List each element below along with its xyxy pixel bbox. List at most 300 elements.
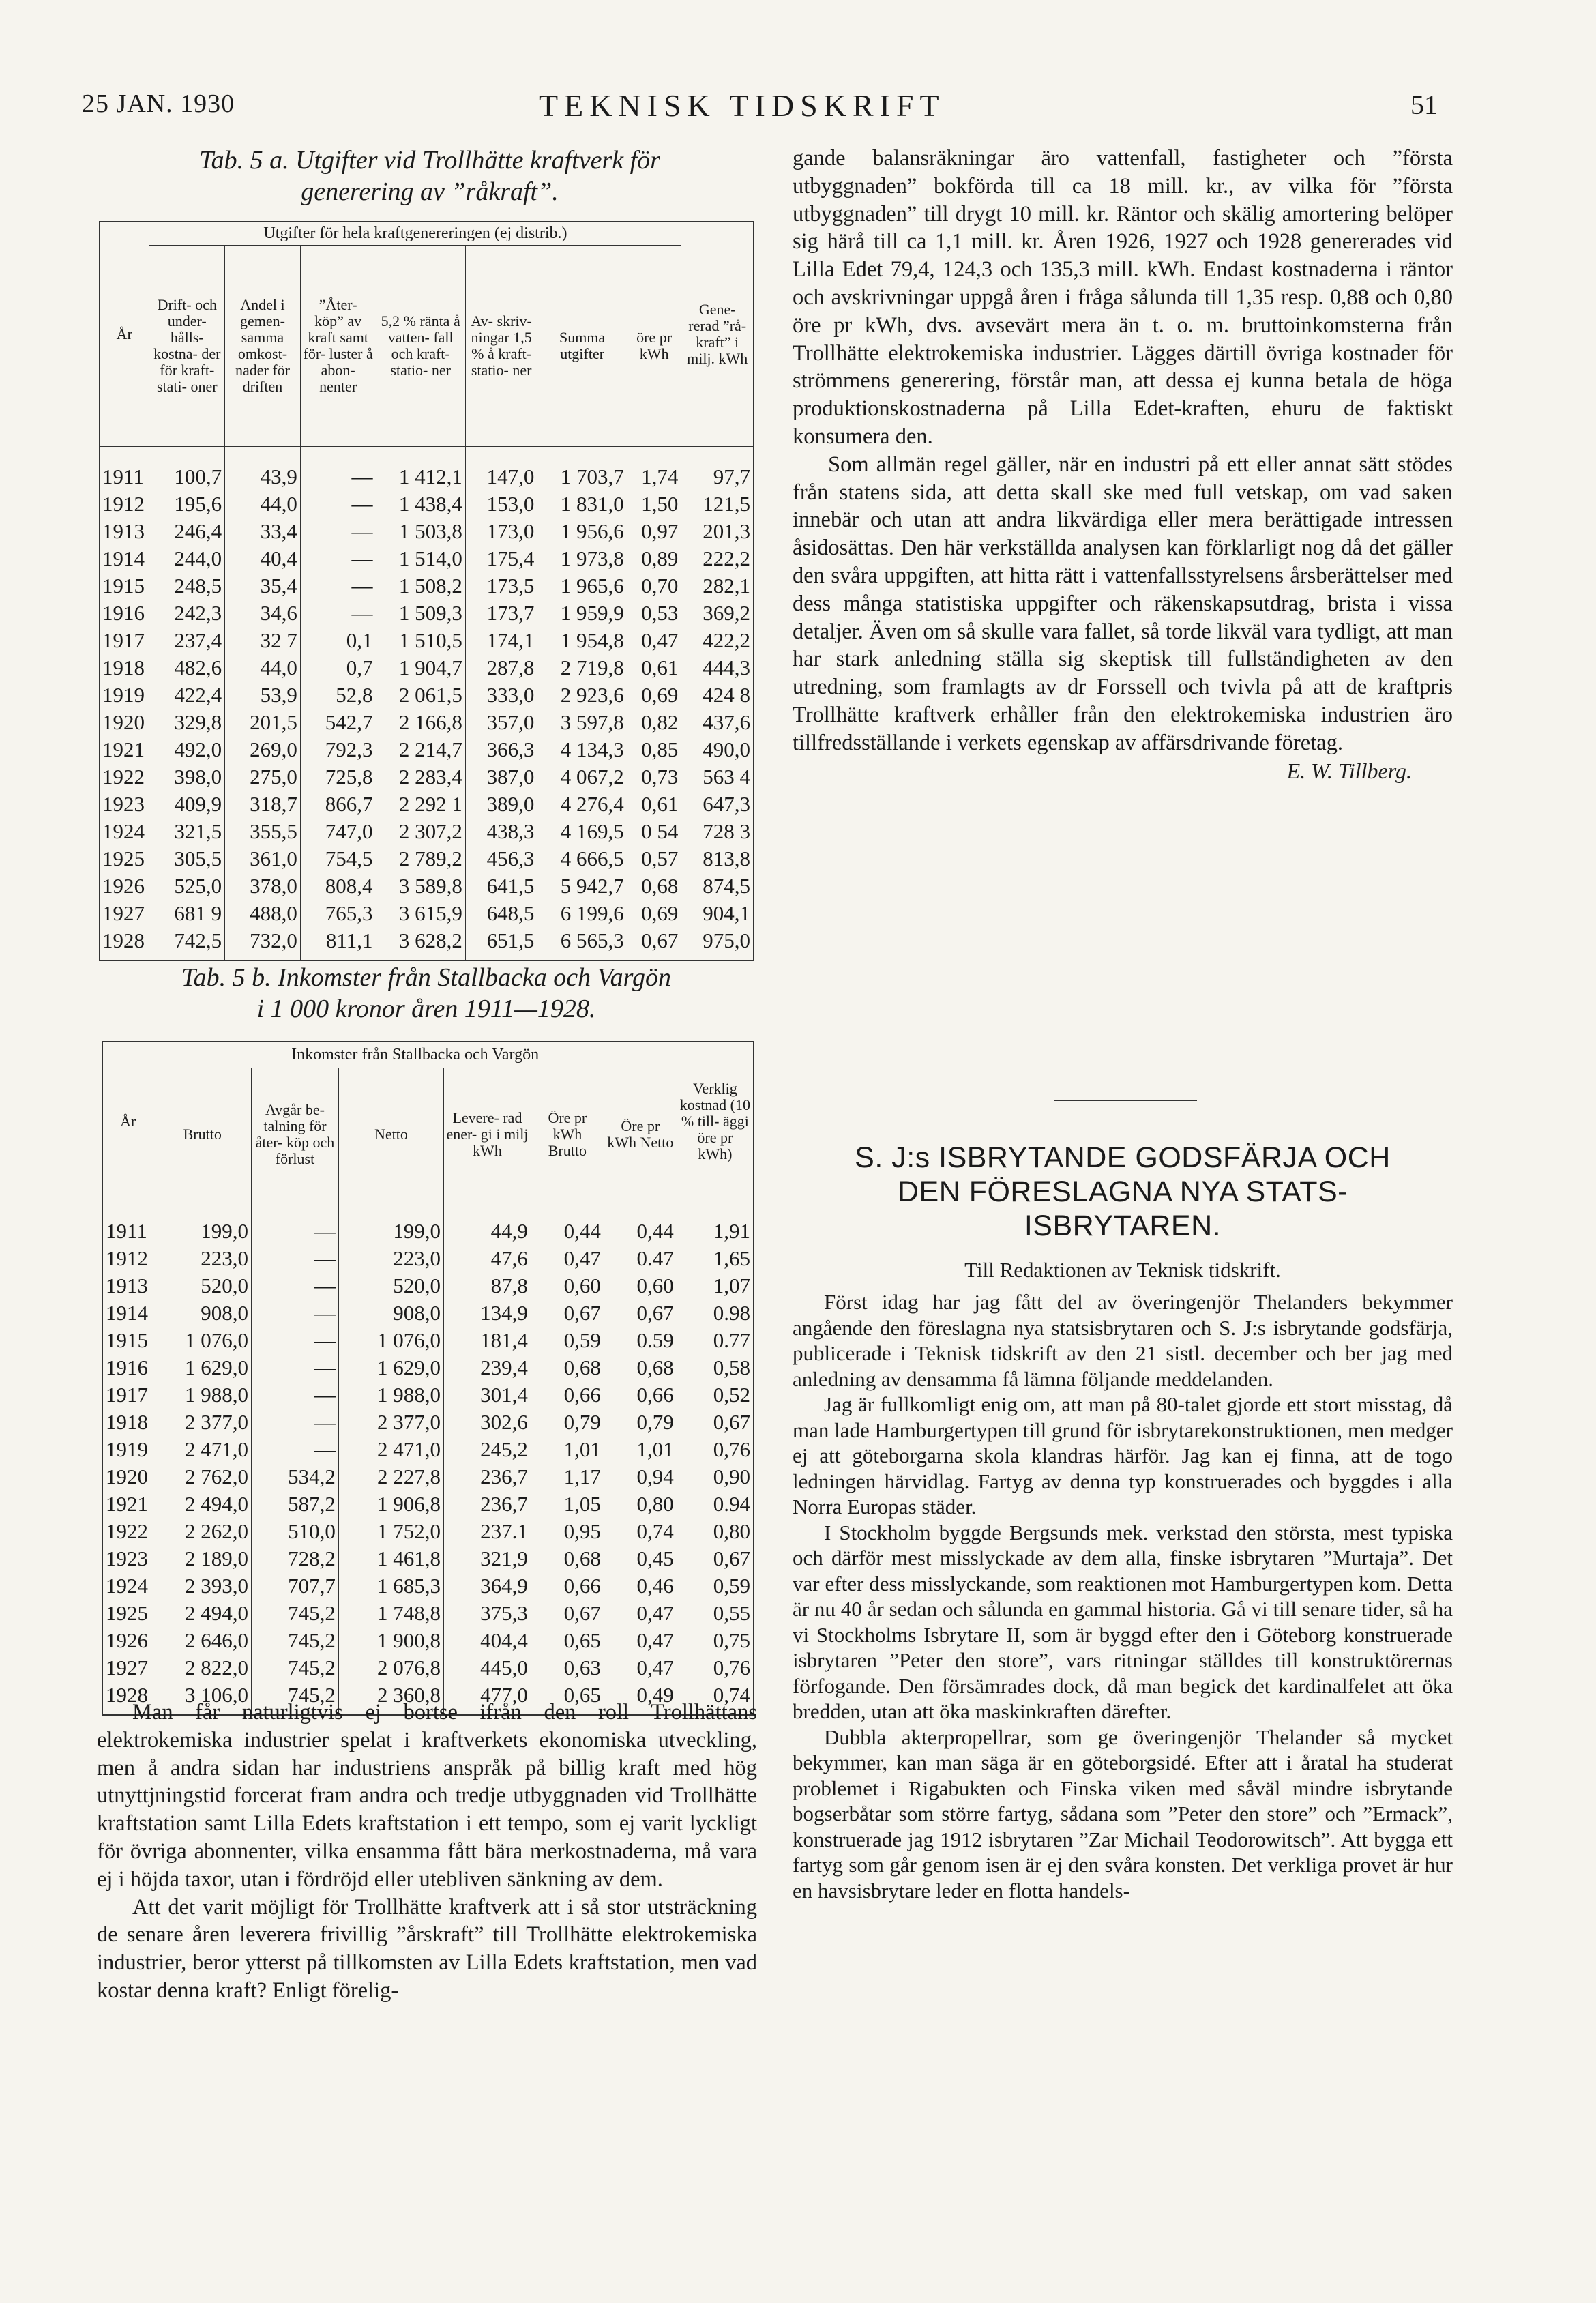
journal-title: TEKNISK TIDSKRIFT [539, 88, 945, 123]
table-cell: 808,4 [300, 872, 376, 900]
table-a-caption-line2: generering av ”råkraft”. [301, 177, 559, 206]
table-cell: 242,3 [149, 600, 225, 627]
table-cell: 4 067,2 [537, 763, 627, 791]
table-cell: 0,57 [627, 845, 681, 872]
table-cell: 0,45 [604, 1545, 677, 1572]
table-cell: 398,0 [149, 763, 225, 791]
table-cell: 321,9 [444, 1545, 531, 1572]
col-brutto: Brutto [153, 1068, 252, 1201]
table-cell: 0,73 [627, 763, 681, 791]
table-cell: 0,89 [627, 545, 681, 572]
table-cell: 0.47 [604, 1245, 677, 1272]
table-cell: 1 412,1 [376, 447, 465, 491]
table-cell: — [300, 447, 376, 491]
table-cell: 0,52 [677, 1381, 753, 1409]
table-row [100, 600, 754, 627]
row-year: 1914 [103, 1300, 153, 1327]
table-cell: 456,3 [465, 845, 537, 872]
table-cell: 2 307,2 [376, 818, 465, 845]
table-cell: 482,6 [149, 654, 225, 681]
table-cell: 134,9 [444, 1300, 531, 1327]
table-cell: — [252, 1409, 339, 1436]
table-cell: 0,61 [627, 654, 681, 681]
table-cell: — [252, 1201, 339, 1246]
row-year: 1917 [100, 627, 149, 654]
table-row [100, 900, 754, 927]
table-cell: 2 166,8 [376, 709, 465, 736]
table-row [103, 1381, 754, 1409]
paragraph: Först idag har jag fått del av överingenjör Thelanders bekymmer angående den föreslagna nya statsisbrytaren och S. J:s isbrytande godsfärja, publicerade i Teknisk tidskrift av den 21 sistl. december och ber jag med anledning av densamma få lämna följande meddelanden. [793, 1290, 1453, 1391]
table-cell: 2 789,2 [376, 845, 465, 872]
table-a-caption [102, 145, 757, 207]
table-cell: 0,59 [531, 1327, 604, 1354]
table-cell: 2 822,0 [153, 1654, 252, 1682]
table-cell: 361,0 [225, 845, 301, 872]
col-aterkop: ”Åter- köp” av kraft samt för- luster å abon- nenter [300, 246, 376, 447]
table-cell: 199,0 [153, 1201, 252, 1246]
table-cell: 1,07 [677, 1272, 753, 1300]
table-cell: 244,0 [149, 545, 225, 572]
table-cell: 0,60 [604, 1272, 677, 1300]
table-cell: 44,0 [225, 654, 301, 681]
table-cell: 742,5 [149, 927, 225, 960]
table-cell: 1,91 [677, 1201, 753, 1246]
table-cell: 437,6 [681, 709, 754, 736]
table-cell: — [252, 1381, 339, 1409]
row-year: 1925 [100, 845, 149, 872]
table-cell: 0,68 [627, 872, 681, 900]
row-year: 1927 [100, 900, 149, 927]
table-cell: 2 283,4 [376, 763, 465, 791]
row-year: 1922 [100, 763, 149, 791]
table-row [103, 1245, 754, 1272]
table-cell: 1,05 [531, 1491, 604, 1518]
table-cell: 378,0 [225, 872, 301, 900]
table-cell: 387,0 [465, 763, 537, 791]
table-row [103, 1463, 754, 1491]
table-cell: 0,44 [531, 1201, 604, 1246]
table-cell: 201,5 [225, 709, 301, 736]
col-summa: Summa utgifter [537, 246, 627, 447]
table-cell: 908,0 [153, 1300, 252, 1327]
table-row [103, 1545, 754, 1572]
table-cell: 305,5 [149, 845, 225, 872]
table-cell: 3 589,8 [376, 872, 465, 900]
table-cell: 287,8 [465, 654, 537, 681]
table-cell: 301,4 [444, 1381, 531, 1409]
table-cell: 175,4 [465, 545, 537, 572]
table-cell: 0,66 [531, 1381, 604, 1409]
table-cell: 173,0 [465, 518, 537, 545]
table-row [103, 1491, 754, 1518]
table-cell: 0,70 [627, 572, 681, 600]
table-cell: 728 3 [681, 818, 754, 845]
table-cell: 409,9 [149, 791, 225, 818]
col-ore-brutto: Öre pr kWh Brutto [531, 1068, 604, 1201]
table-cell: 0,58 [677, 1354, 753, 1381]
table-cell: 0,95 [531, 1518, 604, 1545]
table-row [103, 1409, 754, 1436]
row-year: 1926 [103, 1627, 153, 1654]
table-cell: 97,7 [681, 447, 754, 491]
table-cell: 525,0 [149, 872, 225, 900]
table-cell: 510,0 [252, 1518, 339, 1545]
table-cell: 0,67 [604, 1300, 677, 1327]
table-cell: 0,79 [604, 1409, 677, 1436]
table-cell: 0,75 [677, 1627, 753, 1654]
table-cell: 0,1 [300, 627, 376, 654]
col-ore-kwh: öre pr kWh [627, 246, 681, 447]
table-row [100, 763, 754, 791]
table-cell: 1,50 [627, 490, 681, 518]
table-cell: 6 565,3 [537, 927, 627, 960]
table-cell: 444,3 [681, 654, 754, 681]
table-cell: 375,3 [444, 1600, 531, 1627]
table-cell: 728,2 [252, 1545, 339, 1572]
row-year: 1918 [100, 654, 149, 681]
table-cell: 237,4 [149, 627, 225, 654]
article-subtitle: Till Redaktionen av Teknisk tidskrift. [964, 1258, 1281, 1282]
table-cell: 2 262,0 [153, 1518, 252, 1545]
table-cell: 0,67 [677, 1545, 753, 1572]
table-cell: 0,53 [627, 600, 681, 627]
table-cell: 732,0 [225, 927, 301, 960]
table-cell: 1 508,2 [376, 572, 465, 600]
table-cell: 1 076,0 [338, 1327, 443, 1354]
table-row [100, 490, 754, 518]
table-cell: 4 169,5 [537, 818, 627, 845]
table-cell: 0,67 [627, 927, 681, 960]
row-year: 1919 [100, 681, 149, 709]
table-cell: — [300, 572, 376, 600]
row-year: 1911 [100, 447, 149, 491]
table-cell: 44,0 [225, 490, 301, 518]
table-cell: 32 7 [225, 627, 301, 654]
row-year: 1923 [100, 791, 149, 818]
table-cell: 239,4 [444, 1354, 531, 1381]
table-cell: 147,0 [465, 447, 537, 491]
table-cell: 181,4 [444, 1327, 531, 1354]
row-year: 1915 [103, 1327, 153, 1354]
table-cell: — [300, 600, 376, 627]
table-cell: 641,5 [465, 872, 537, 900]
table-cell: 745,2 [252, 1682, 339, 1715]
table-cell: 3 106,0 [153, 1682, 252, 1715]
table-cell: 542,7 [300, 709, 376, 736]
table-cell: 0.94 [677, 1491, 753, 1518]
table-cell: 0,80 [604, 1491, 677, 1518]
table-cell: 0,76 [677, 1436, 753, 1463]
table-cell: 1 703,7 [537, 447, 627, 491]
table-cell: 0.77 [677, 1327, 753, 1354]
row-year: 1914 [100, 545, 149, 572]
row-year: 1925 [103, 1600, 153, 1627]
table-cell: 4 276,4 [537, 791, 627, 818]
table-cell: — [252, 1354, 339, 1381]
article-body [793, 1289, 1453, 1903]
col-year: År [103, 1041, 153, 1201]
table-cell: 1 461,8 [338, 1545, 443, 1572]
table-cell: — [252, 1436, 339, 1463]
table-row [100, 872, 754, 900]
col-netto: Netto [338, 1068, 443, 1201]
table-cell: 1 954,8 [537, 627, 627, 654]
table-cell: 477,0 [444, 1682, 531, 1715]
table-cell: 2 377,0 [153, 1409, 252, 1436]
table-cell: — [300, 518, 376, 545]
table-cell: 1,01 [531, 1436, 604, 1463]
row-year: 1912 [100, 490, 149, 518]
table-cell: 534,2 [252, 1463, 339, 1491]
table-cell: 6 199,6 [537, 900, 627, 927]
table-cell: 0,67 [677, 1409, 753, 1436]
table-cell: 0,66 [531, 1572, 604, 1600]
table-cell: — [252, 1327, 339, 1354]
table-cell: 173,5 [465, 572, 537, 600]
table-cell: 707,7 [252, 1572, 339, 1600]
table-cell: 33,4 [225, 518, 301, 545]
table-row [103, 1654, 754, 1682]
table-cell: 1 959,9 [537, 600, 627, 627]
table-cell: 754,5 [300, 845, 376, 872]
table-cell: 52,8 [300, 681, 376, 709]
table-cell: 0,76 [677, 1654, 753, 1682]
table-cell: 0.98 [677, 1300, 753, 1327]
table-cell: 1 988,0 [338, 1381, 443, 1409]
table-cell: 0,47 [604, 1654, 677, 1682]
table-cell: 0,65 [531, 1627, 604, 1654]
row-year: 1921 [103, 1491, 153, 1518]
table-cell: — [252, 1245, 339, 1272]
paragraph: Som allmän regel gäller, när en industri på ett eller annat sätt stödes från statens sida, att detta skall ske med full vetskap, om vad saken innebär och utan att andra likvärdiga eller mera berättigade intressen åsidosättas. Den här verkställda analysen kan förklarligt nog då det gäller den svåra uppgiften, att hitta rätt i vattenfallsstyrelsens årsberättelser med dess många statistiska uppgifter och räkenskapsutdrag, brista i vissa detaljer. Även om så skulle vara fallet, så torde likväl vara tydligt, att man har stark anledning ställa sig skeptisk till fullständigheten av den utredning, som framlagts av dr Forssell och tvivla på att de kraftpris Trollhätte kraftverk erhåller från den elektrokemiska industrien äro tillfredsställande i verkets egenskap av affärsdrivande företag. [793, 452, 1453, 755]
table-row [103, 1627, 754, 1654]
table-cell: 1 752,0 [338, 1518, 443, 1545]
table-cell: 199,0 [338, 1201, 443, 1246]
table-cell: 34,6 [225, 600, 301, 627]
row-year: 1916 [100, 600, 149, 627]
table-row [100, 681, 754, 709]
table-cell: 2 189,0 [153, 1545, 252, 1572]
col-ranta: 5,2 % ränta å vatten- fall och kraft- statio- ner [376, 246, 465, 447]
table-cell: 0,55 [677, 1600, 753, 1627]
row-year: 1916 [103, 1354, 153, 1381]
table-cell: 3 597,8 [537, 709, 627, 736]
table-cell: 2 360,8 [338, 1682, 443, 1715]
table-cell: 1 510,5 [376, 627, 465, 654]
table-cell: 0,68 [531, 1354, 604, 1381]
table-cell: 0,46 [604, 1572, 677, 1600]
table-b-caption-line1: Tab. 5 b. Inkomster från Stallbacka och Vargön [181, 963, 672, 992]
row-year: 1911 [103, 1201, 153, 1246]
article-title-line1: S. J:s ISBRYTANDE GODSFÄRJA OCH [855, 1141, 1391, 1174]
table-cell: — [300, 545, 376, 572]
table-cell: 811,1 [300, 927, 376, 960]
table-cell: 0,68 [604, 1354, 677, 1381]
table-row [103, 1354, 754, 1381]
col-avgar: Avgår be- talning för åter- köp och förlust [252, 1068, 339, 1201]
paragraph: Man får naturligtvis ej bortse ifrån den roll Trollhättans elektrokemiska industrier spelat i kraftverkets ekonomiska utveckling, men å andra sidan har industriens anspråk på billig kraft med hög utnyttjningstid forcerat fram andra och tredje utbyggnaden vid Trollhätte kraftstation samt Lilla Edets kraftstation i ett tempo, som ej varit lyckligt för övriga abonnenter, vilka ensamma fått bära merkostnaderna, må vara ej i höjda taxor, utan i fördröjd eller utebliven sänkning av dem. [97, 1700, 757, 1892]
row-year: 1921 [100, 736, 149, 763]
paragraph: gande balansräkningar äro vattenfall, fastigheter och ”första utbyggnaden” bokförda till ca 18 mill. kr., av vilka för ”första utbyggnaden” till drygt 10 mill. kr. Räntor och skälig amortering belöper sig härå till ca 1,1 mill. kr. Åren 1926, 1927 och 1928 genererades vid Lilla Edet 79,4, 124,3 och 135,3 mill. kWh. Endast kostnaderna i räntor och avskrivningar uppgå åren i fråga sålunda till 1,35 resp. 0,88 och 0,80 öre pr kWh, dvs. avsevärt mera än t. o. m. bruttoinkomsterna från Trollhätte elektrokemiska industrier. Lägges därtill övriga kostnader för strömmens generering, förstår man, att dessa ej kunna betala de höga produktionskostnaderna på Lilla Edet-kraften, ehuru de faktiskt konsumera den. [793, 146, 1453, 449]
row-year: 1915 [100, 572, 149, 600]
table-cell: 0,80 [677, 1518, 753, 1545]
table-cell: 1 900,8 [338, 1627, 443, 1654]
table-cell: 2 292 1 [376, 791, 465, 818]
table-cell: 1,74 [627, 447, 681, 491]
table-row [103, 1327, 754, 1354]
table-row [100, 627, 754, 654]
table-cell: 563 4 [681, 763, 754, 791]
table-row [100, 654, 754, 681]
table-cell: 651,5 [465, 927, 537, 960]
table-cell: 2 214,7 [376, 736, 465, 763]
table-cell: 222,2 [681, 545, 754, 572]
table-cell: 195,6 [149, 490, 225, 518]
table-cell: 4 666,5 [537, 845, 627, 872]
table-cell: 745,2 [252, 1627, 339, 1654]
row-year: 1918 [103, 1409, 153, 1436]
table-cell: 0,66 [604, 1381, 677, 1409]
table-cell: 2 393,0 [153, 1572, 252, 1600]
table-cell: 813,8 [681, 845, 754, 872]
table-cell: 1 965,6 [537, 572, 627, 600]
table-row [103, 1436, 754, 1463]
article-title-line3: ISBRYTAREN. [1024, 1209, 1222, 1242]
table-cell: 2 494,0 [153, 1600, 252, 1627]
table-cell: 404,4 [444, 1627, 531, 1654]
table-cell: 1 438,4 [376, 490, 465, 518]
row-year: 1927 [103, 1654, 153, 1682]
table-a-body [100, 447, 754, 961]
table-cell: 248,5 [149, 572, 225, 600]
table-b [102, 1040, 754, 1716]
page-number: 51 [1410, 89, 1438, 120]
table-cell: 2 646,0 [153, 1627, 252, 1654]
right-body-text [793, 145, 1453, 784]
table-cell: 0,97 [627, 518, 681, 545]
table-cell: 765,3 [300, 900, 376, 927]
table-cell: 2 494,0 [153, 1491, 252, 1518]
table-cell: 35,4 [225, 572, 301, 600]
table-row [103, 1300, 754, 1327]
row-year: 1913 [100, 518, 149, 545]
paragraph: Jag är fullkomligt enig om, att man på 80-talet gjorde ett stort misstag, då man lade Hamburgertypen till grund för isbrytarekonstruktionen, men medger ej att göteborgarna skola klandras härför. Jag kan ej finna, att de togo ledningen härvidlag. Fartyg av denna typ konstruerades och byggdes i alla Norra Europas städer. [793, 1392, 1453, 1519]
table-cell: 0,47 [531, 1245, 604, 1272]
table-cell: 245,2 [444, 1436, 531, 1463]
table-cell: 745,2 [252, 1654, 339, 1682]
row-year: 1926 [100, 872, 149, 900]
table-row [100, 791, 754, 818]
table-cell: 318,7 [225, 791, 301, 818]
table-cell: 0,74 [677, 1682, 753, 1715]
table-row [103, 1572, 754, 1600]
table-cell: 2 762,0 [153, 1463, 252, 1491]
article-title [793, 1141, 1453, 1243]
table-b-caption-line2: i 1 000 kronor åren 1911—1928. [256, 995, 596, 1023]
table-cell: 2 719,8 [537, 654, 627, 681]
table-cell: 490,0 [681, 736, 754, 763]
table-cell: 0,74 [604, 1518, 677, 1545]
table-cell: 1,01 [604, 1436, 677, 1463]
table-cell: 745,2 [252, 1600, 339, 1627]
table-cell: 357,0 [465, 709, 537, 736]
table-cell: 4 134,3 [537, 736, 627, 763]
table-a [99, 220, 754, 961]
table-cell: 1,65 [677, 1245, 753, 1272]
table-row [100, 927, 754, 960]
table-a-caption-line1: Tab. 5 a. Utgifter vid Trollhätte kraftverk för [199, 146, 660, 175]
table-cell: 1,17 [531, 1463, 604, 1491]
table-cell: 366,3 [465, 736, 537, 763]
table-cell: 1 956,6 [537, 518, 627, 545]
col-levererad: Levere- rad ener- gi i milj kWh [444, 1068, 531, 1201]
table-cell: 223,0 [338, 1245, 443, 1272]
table-cell: 1 831,0 [537, 490, 627, 518]
table-cell: 1 629,0 [153, 1354, 252, 1381]
table-cell: 1 076,0 [153, 1327, 252, 1354]
table-cell: 587,2 [252, 1491, 339, 1518]
table-cell: 2 061,5 [376, 681, 465, 709]
table-row [103, 1201, 754, 1246]
table-cell: 355,5 [225, 818, 301, 845]
table-cell: 302,6 [444, 1409, 531, 1436]
row-year: 1912 [103, 1245, 153, 1272]
table-cell: 0,68 [531, 1545, 604, 1572]
table-cell: 5 942,7 [537, 872, 627, 900]
table-cell: 1 503,8 [376, 518, 465, 545]
row-year: 1919 [103, 1436, 153, 1463]
table-cell: 445,0 [444, 1654, 531, 1682]
table-row [100, 447, 754, 491]
table-cell: 223,0 [153, 1245, 252, 1272]
table-cell: 275,0 [225, 763, 301, 791]
table-cell: 321,5 [149, 818, 225, 845]
paragraph: Dubbla akterpropellrar, som ge överingenjör Thelander så mycket bekymmer, kan man säga är en göteborgsidé. Efter att i åratal ha studerat problemet i Rigabukten och Finska viken med såväl mindre isbrytande bogserbåtar som större fartyg, sådana som ”Peter den store” och ”Ermack”, konstruerade jag 1912 isbrytaren ”Zar Michail Teodorowitsch”. Att bygga ett fartyg som går genom isen är ej den svåra konsten. Det verkliga provet är hur en havsisbrytare leder en flotta handels- [793, 1725, 1453, 1903]
table-cell: 0,61 [627, 791, 681, 818]
table-cell: 121,5 [681, 490, 754, 518]
table-row [100, 572, 754, 600]
article-title-line2: DEN FÖRESLAGNA NYA STATS- [897, 1175, 1348, 1208]
table-cell: 246,4 [149, 518, 225, 545]
table-cell: 0,63 [531, 1654, 604, 1682]
col-avskrivningar: Av- skriv- ningar 1,5 % å kraft- statio- ner [465, 246, 537, 447]
table-cell: 1 906,8 [338, 1491, 443, 1518]
table-cell: 201,3 [681, 518, 754, 545]
table-cell: 282,1 [681, 572, 754, 600]
row-year: 1928 [100, 927, 149, 960]
table-cell: 0,67 [531, 1300, 604, 1327]
table-cell: — [252, 1272, 339, 1300]
table-row [103, 1272, 754, 1300]
row-year: 1922 [103, 1518, 153, 1545]
section-divider [1054, 1100, 1197, 1101]
table-cell: 520,0 [153, 1272, 252, 1300]
table-cell: 2 377,0 [338, 1409, 443, 1436]
table-cell: 1 748,8 [338, 1600, 443, 1627]
col-verklig-kostnad: Verklig kostnad (10 % till- äggi öre pr kWh) [677, 1041, 753, 1201]
table-cell: 87,8 [444, 1272, 531, 1300]
row-year: 1917 [103, 1381, 153, 1409]
table-cell: 681 9 [149, 900, 225, 927]
table-cell: 364,9 [444, 1572, 531, 1600]
table-cell: 1 904,7 [376, 654, 465, 681]
table-cell: 488,0 [225, 900, 301, 927]
table-cell: 0,47 [627, 627, 681, 654]
table-cell: 0,60 [531, 1272, 604, 1300]
table-cell: 908,0 [338, 1300, 443, 1327]
table-cell: 747,0 [300, 818, 376, 845]
table-cell: 0,79 [531, 1409, 604, 1436]
